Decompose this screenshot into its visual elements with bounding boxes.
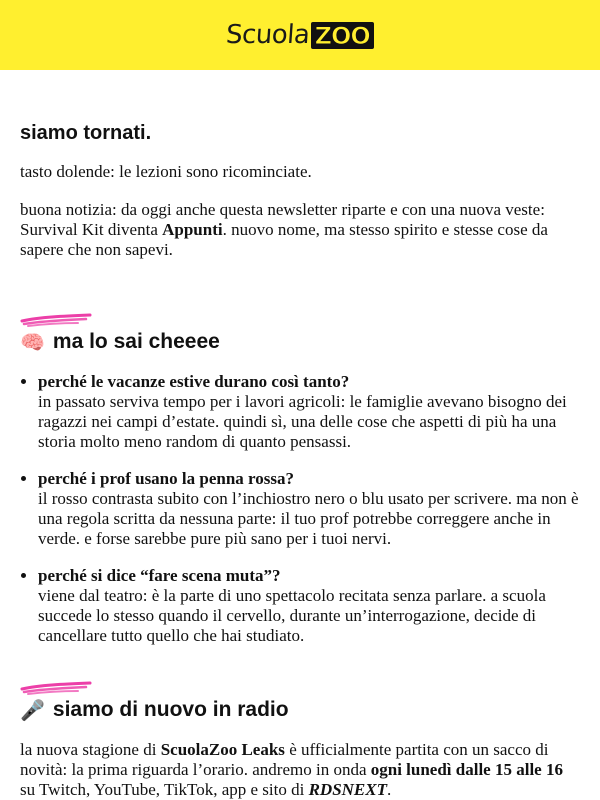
- pink-brush-stroke-icon: [20, 680, 92, 696]
- newsletter-body: [0, 122, 600, 800]
- microphone-icon: 🎤: [20, 698, 45, 722]
- faq-question: • perché le vacanze estive durano così tanto?: [38, 372, 350, 391]
- list-item: [38, 566, 580, 646]
- section-2-title: siamo di nuovo in radio: [52, 698, 289, 721]
- intro-text: buona notizia: da oggi anche questa newsletter riparte e con una nuova veste: Survival Kit diventa: [20, 200, 545, 239]
- section-1-title: ma lo sai cheeee: [52, 330, 220, 353]
- faq-answer: viene dal teatro: è la parte di uno spettacolo recitata senza parlare. a scuola succede lo stesso quando il cervello, durante un’interrogazione, decide di cancellare tutto quello che hai studiato.: [38, 586, 546, 645]
- intro-text: . nuovo nome, ma stesso spirito e stesse cose da sapere che non sapevi.: [20, 220, 548, 259]
- list-item: [38, 372, 580, 452]
- logo-text-zoo: ZOO: [311, 22, 374, 49]
- radio-paragraph: [20, 740, 580, 800]
- list-item: [38, 469, 580, 549]
- faq-list: [20, 372, 580, 646]
- faq-answer: il rosso contrasta subito con l’inchiostro nero o blu usato per scrivere. ma non è una regola scritta da nessuna parte: il tuo prof potrebbe correggere anche in verde. e forse sarebbe pure più sano per i tuoi nervi.: [38, 489, 579, 548]
- schedule-bold: ogni lunedì dalle 15 alle 16: [370, 760, 563, 779]
- brain-icon: 🧠: [20, 330, 45, 354]
- scuolazoo-logo[interactable]: [226, 20, 374, 50]
- radio-text: la nuova stagione di: [20, 740, 161, 759]
- intro-title: siamo tornati.: [20, 122, 152, 144]
- faq-question: • perché i prof usano la penna rossa?: [38, 469, 294, 488]
- appunti-bold: Appunti: [162, 220, 223, 239]
- faq-answer: in passato serviva tempo per i lavori agricoli: le famiglie avevano bisogno dei ragazzi nei campi d’estate. quindi sì, una delle cose che aspetti di più ha una storia molto meno random di quanto pensassi.: [38, 392, 567, 451]
- radio-text: .: [387, 780, 392, 799]
- intro-paragraph-2: [20, 200, 580, 260]
- section-2-heading: [20, 698, 580, 722]
- section-radio: [20, 680, 580, 800]
- newsletter-header: [0, 0, 600, 70]
- logo-text-scuola: Scuola: [225, 20, 311, 50]
- pink-brush-stroke-icon: [20, 312, 92, 328]
- rdsnext-link[interactable]: RDSNEXT: [308, 780, 387, 799]
- leaks-bold: ScuolaZoo Leaks: [160, 740, 285, 759]
- intro-paragraph-1: tasto dolende: le lezioni sono ricominciate.: [20, 162, 312, 181]
- section-ma-lo-sai: [20, 312, 580, 646]
- section-1-heading: [20, 330, 580, 354]
- faq-question: • perché si dice “fare scena muta”?: [38, 566, 281, 585]
- radio-text: è ufficialmente partita con un sacco di novità: la prima riguarda l’orario. andremo in onda: [20, 740, 549, 779]
- radio-text: su Twitch, YouTube, TikTok, app e sito di: [20, 780, 309, 799]
